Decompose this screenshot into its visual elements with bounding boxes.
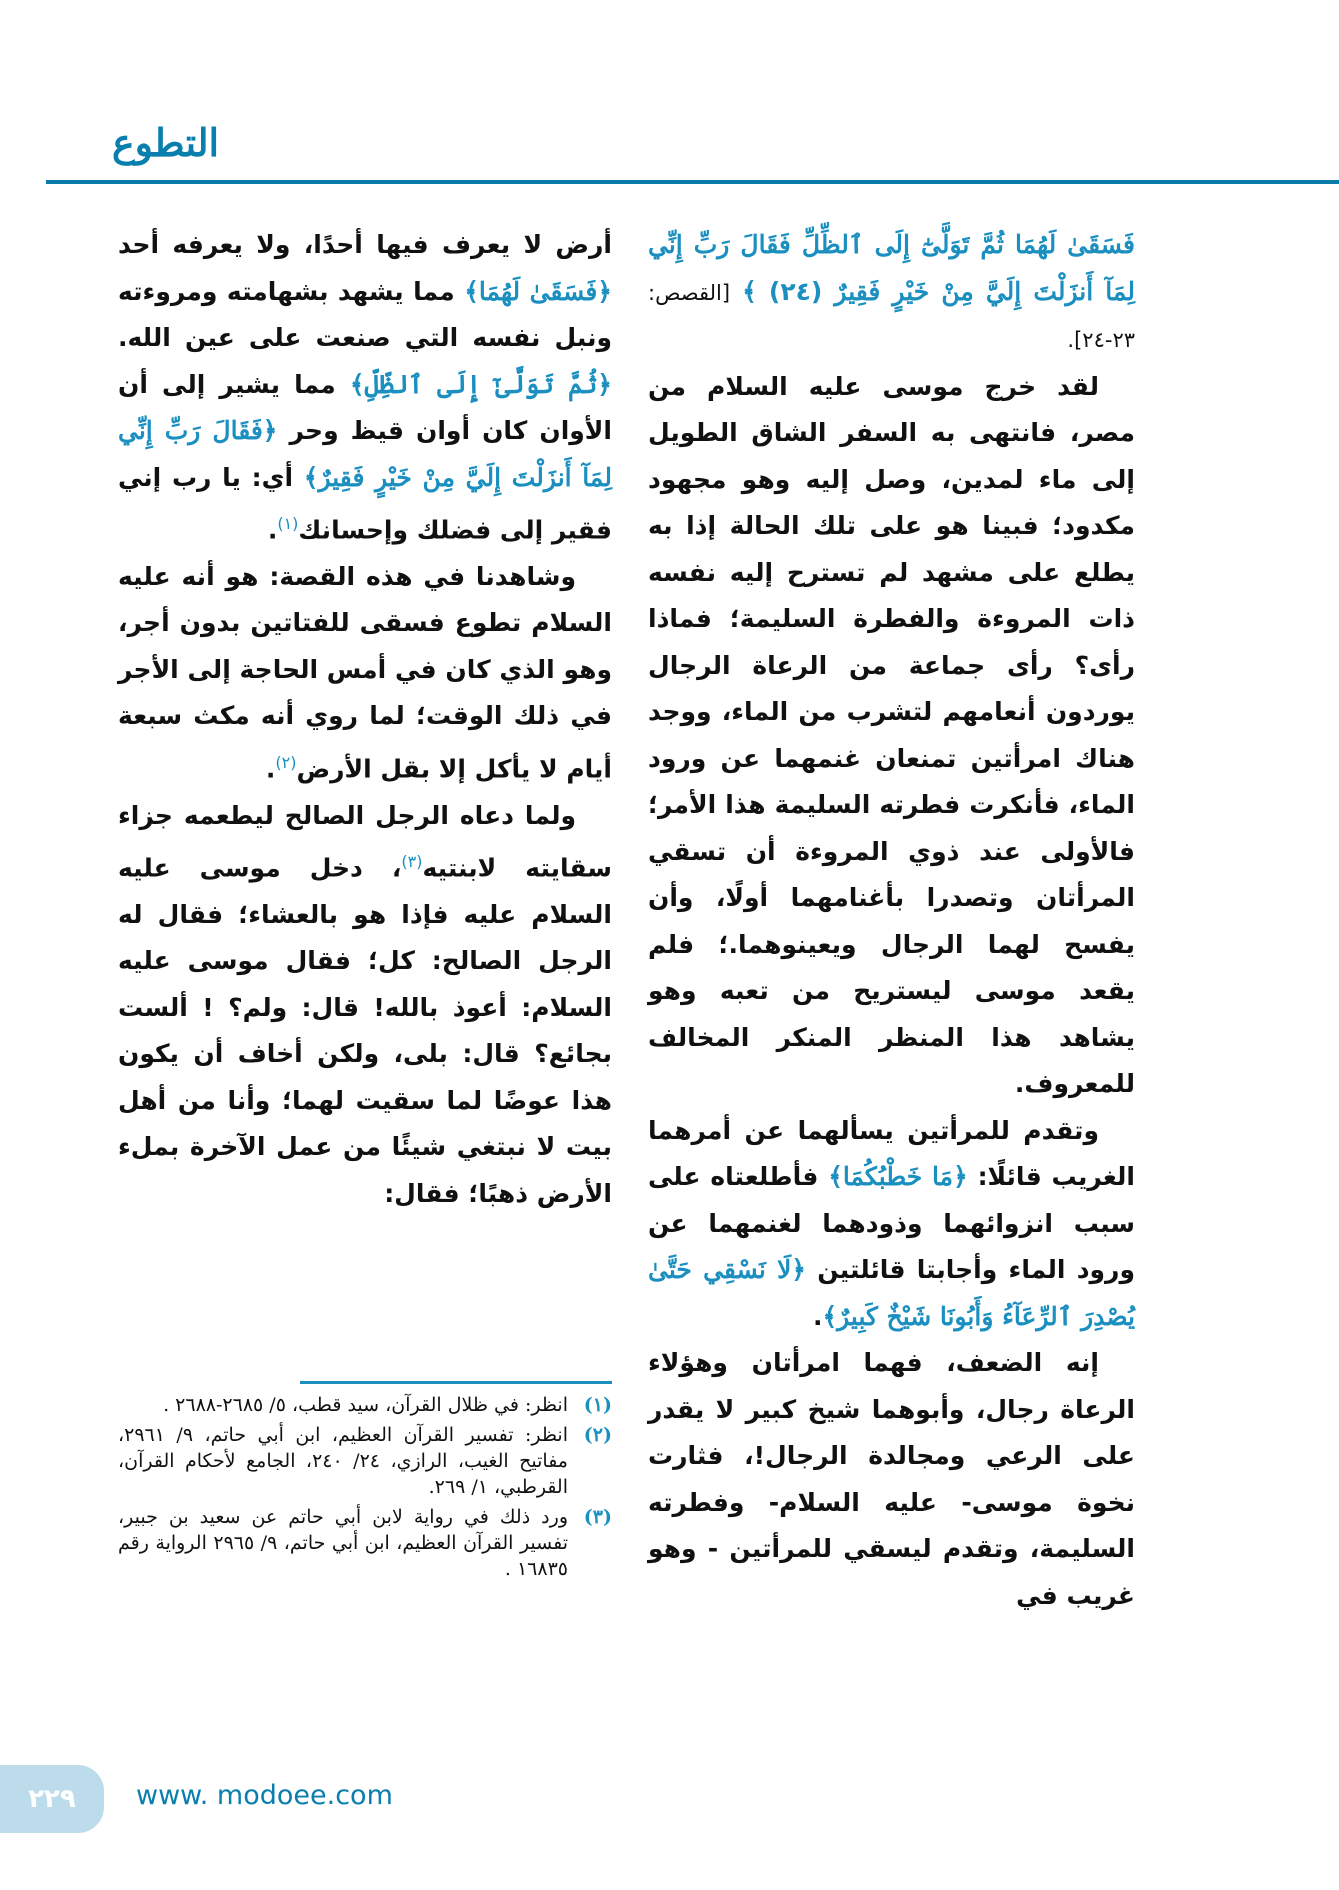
footnote-number: (٣) [583, 1506, 612, 1528]
left-column [118, 222, 612, 1217]
footnote-number: (٢) [583, 1424, 612, 1446]
paragraph: إنه الضعف، فهما امرأتان وهؤلاء الرعاة رجال، وأبوهما شيخ كبير لا يقدر على الرعي ومجالدة الرجال!، فثارت نخوة موسى- عليه السلام- وفطرته السليمة، وتقدم ليسقي للمرأتين - وهو غريب في [648, 1348, 1135, 1610]
verse-number-ornament: (٢٤) [768, 276, 823, 306]
footnote-ref-3[interactable]: (٣) [401, 852, 423, 872]
paragraph: ولما دعاه الرجل الصالح ليطعمه جزاء سقايته لابنتيه$^{(٣)}$، دخل موسى عليه السلام عليه فإذا هو بالعشاء؛ فقال له الرجل الصالح: كل؛ فقال موسى عليه السلام: أعوذ بالله! قال: ولم؟ ! ألست بجائع؟ قال: بلى، ولكن أخاف أن يكون هذا عوضًا لما سقيت لهما؛ وأنا من أهل بيت لا نبتغي شيئًا من عمل الآخرة بملء الأرض ذهبًا؛ فقال: [118, 800, 612, 1208]
quran-quote: فَقَالَ رَبِّ إِنِّي لِمَآ أَنزَلْتَ إِلَيَّ مِنْ خَيْرٍ فَقِيرٌ [118, 416, 612, 492]
website-link[interactable]: www. modoee.com [136, 1780, 393, 1811]
footnote-ref-2[interactable]: (٢) [275, 752, 297, 772]
close-bracket-icon: ﴾ [303, 462, 319, 492]
close-bracket-icon: ﴾ [828, 1162, 843, 1191]
chapter-title: التطوع [112, 120, 220, 165]
footnote-number: (١) [583, 1394, 612, 1416]
open-bracket-icon: ﴿ [597, 276, 612, 306]
footnote-item [118, 1504, 612, 1582]
close-bracket-icon: ﴾ [464, 276, 479, 306]
quran-quote: ثُمَّ تَوَلَّىٰٓ إِلَى ٱلظِّلِّ [364, 369, 598, 399]
close-bracket-icon: ﴾ [742, 276, 757, 306]
quran-quote: مَا خَطْبُكُمَا [842, 1162, 954, 1191]
footnote-text: انظر: في ظلال القرآن، سيد قطب، ٥/ ٢٦٨٥-٢٦٨٨ . [163, 1394, 568, 1416]
footnote-item [118, 1422, 612, 1500]
open-bracket-icon: ﴿ [953, 1162, 968, 1191]
verse-reference: [القصص: ٢٣-٢٤]. [648, 280, 1135, 352]
open-bracket-icon: ﴿ [262, 416, 278, 445]
quran-quote: فَسَقَىٰ لَهُمَا [478, 276, 598, 306]
paragraph: وشاهدنا في هذه القصة: هو أنه عليه السلام تطوع فسقى للفتاتين بدون أجر، وهو الذي كان في أمس الحاجة إلى الأجر في ذلك الوقت؛ لما روي أنه مكث سبعة أيام لا يأكل إلا بقل الأرض$^{(٢)}$. [118, 561, 612, 784]
footnote-divider [300, 1381, 612, 1384]
footnote-text: ورد ذلك في رواية لابن أبي حاتم عن سعيد بن جبير، تفسير القرآن العظيم، ابن أبي حاتم، ٩/ ٢٩٦٥ الرواية رقم ١٦٨٣٥ . [118, 1506, 569, 1580]
footnote-item [118, 1392, 612, 1418]
close-bracket-icon: ﴾ [349, 369, 365, 399]
footnote-text: انظر: تفسير القرآن العظيم، ابن أبي حاتم، ٩/ ٢٩٦١، مفاتيح الغيب، الرازي، ٢٤/ ٢٤٠، الجامع لأحكام القرآن، القرطبي، ١/ ٢٦٩. [118, 1424, 568, 1498]
paragraph: أرض لا يعرف فيها أحدًا، ولا يعرفه أحد ﴿فَسَقَىٰ لَهُمَا﴾ مما يشهد بشهامته ومروءته ونبل نفسه التي صنعت على عين الله. ﴿ثُمَّ تَوَلَّىٰٓ إِلَى ٱلظِّلِّ﴾ مما يشير إلى أن الأوان كان أوان قيظ وحر ﴿فَقَالَ رَبِّ إِنِّي لِمَآ أَنزَلْتَ إِلَيَّ مِنْ خَيْرٍ فَقِيرٌ﴾ أي: يا رب إني فقير إلى فضلك وإحسانك$^{(١)}$. [118, 230, 612, 545]
quran-verse-block [648, 222, 1135, 364]
close-bracket-icon: ﴾ [822, 1301, 838, 1331]
paragraph: لقد خرج موسى عليه السلام من مصر، فانتهى به السفر الشاق الطويل إلى ماء لمدين، وصل إليه وهو مجهود مكدود؛ فبينا هو على تلك الحالة إذا به يطلع على مشهد لم تسترح إليه نفسه ذات المروءة والفطرة السليمة؛ فماذا رأى؟ رأى جماعة من الرعاة الرجال يوردون أنعامهم لتشرب من الماء، ووجد هناك امرأتين تمنعان غنمهما عن ورود الماء، فأنكرت فطرته السليمة هذا الأمر؛ فالأولى عند ذوي المروءة أن تسقي المرأتان وتصدرا بأغنامهما أولًا، وأن يفسح لهما الرجال ويعينوهما.؛ فلم يقعد موسى ليستريح من تعبه وهو يشاهد هذا المنظر المنكر المخالف للمعروف. [648, 371, 1135, 1098]
page-number-badge: ٢٢٩ [0, 1765, 104, 1833]
right-column [648, 222, 1135, 1619]
quran-quote: لَا نَسْقِي حَتَّىٰ يُصْدِرَ ٱلرِّعَآءُ وَأَبُونَا شَيْخٌ كَبِيرٌ [648, 1255, 1135, 1331]
quran-verse: فَسَقَىٰ لَهُمَا ثُمَّ تَوَلَّىٰٓ إِلَى ٱلظِّلِّ فَقَالَ رَبِّ إِنِّي لِمَآ أَنزَلْتَ إِلَيَّ مِنْ خَيْرٍ فَقِيرٌ [648, 230, 1135, 306]
open-bracket-icon: ﴿ [597, 369, 612, 399]
open-bracket-icon: ﴿ [791, 1255, 807, 1284]
header-divider [46, 180, 1339, 184]
footnotes [118, 1392, 612, 1586]
paragraph: وتقدم للمرأتين يسألهما عن أمرهما الغريب قائلًا: ﴿مَا خَطْبُكُمَا﴾ فأطلعتاه على سبب انزوائهما وذودهما لغنمهما عن ورود الماء وأجابتا قائلتين ﴿لَا نَسْقِي حَتَّىٰ يُصْدِرَ ٱلرِّعَآءُ وَأَبُونَا شَيْخٌ كَبِيرٌ﴾. [648, 1115, 1135, 1331]
footnote-ref-1[interactable]: (١) [277, 514, 299, 533]
